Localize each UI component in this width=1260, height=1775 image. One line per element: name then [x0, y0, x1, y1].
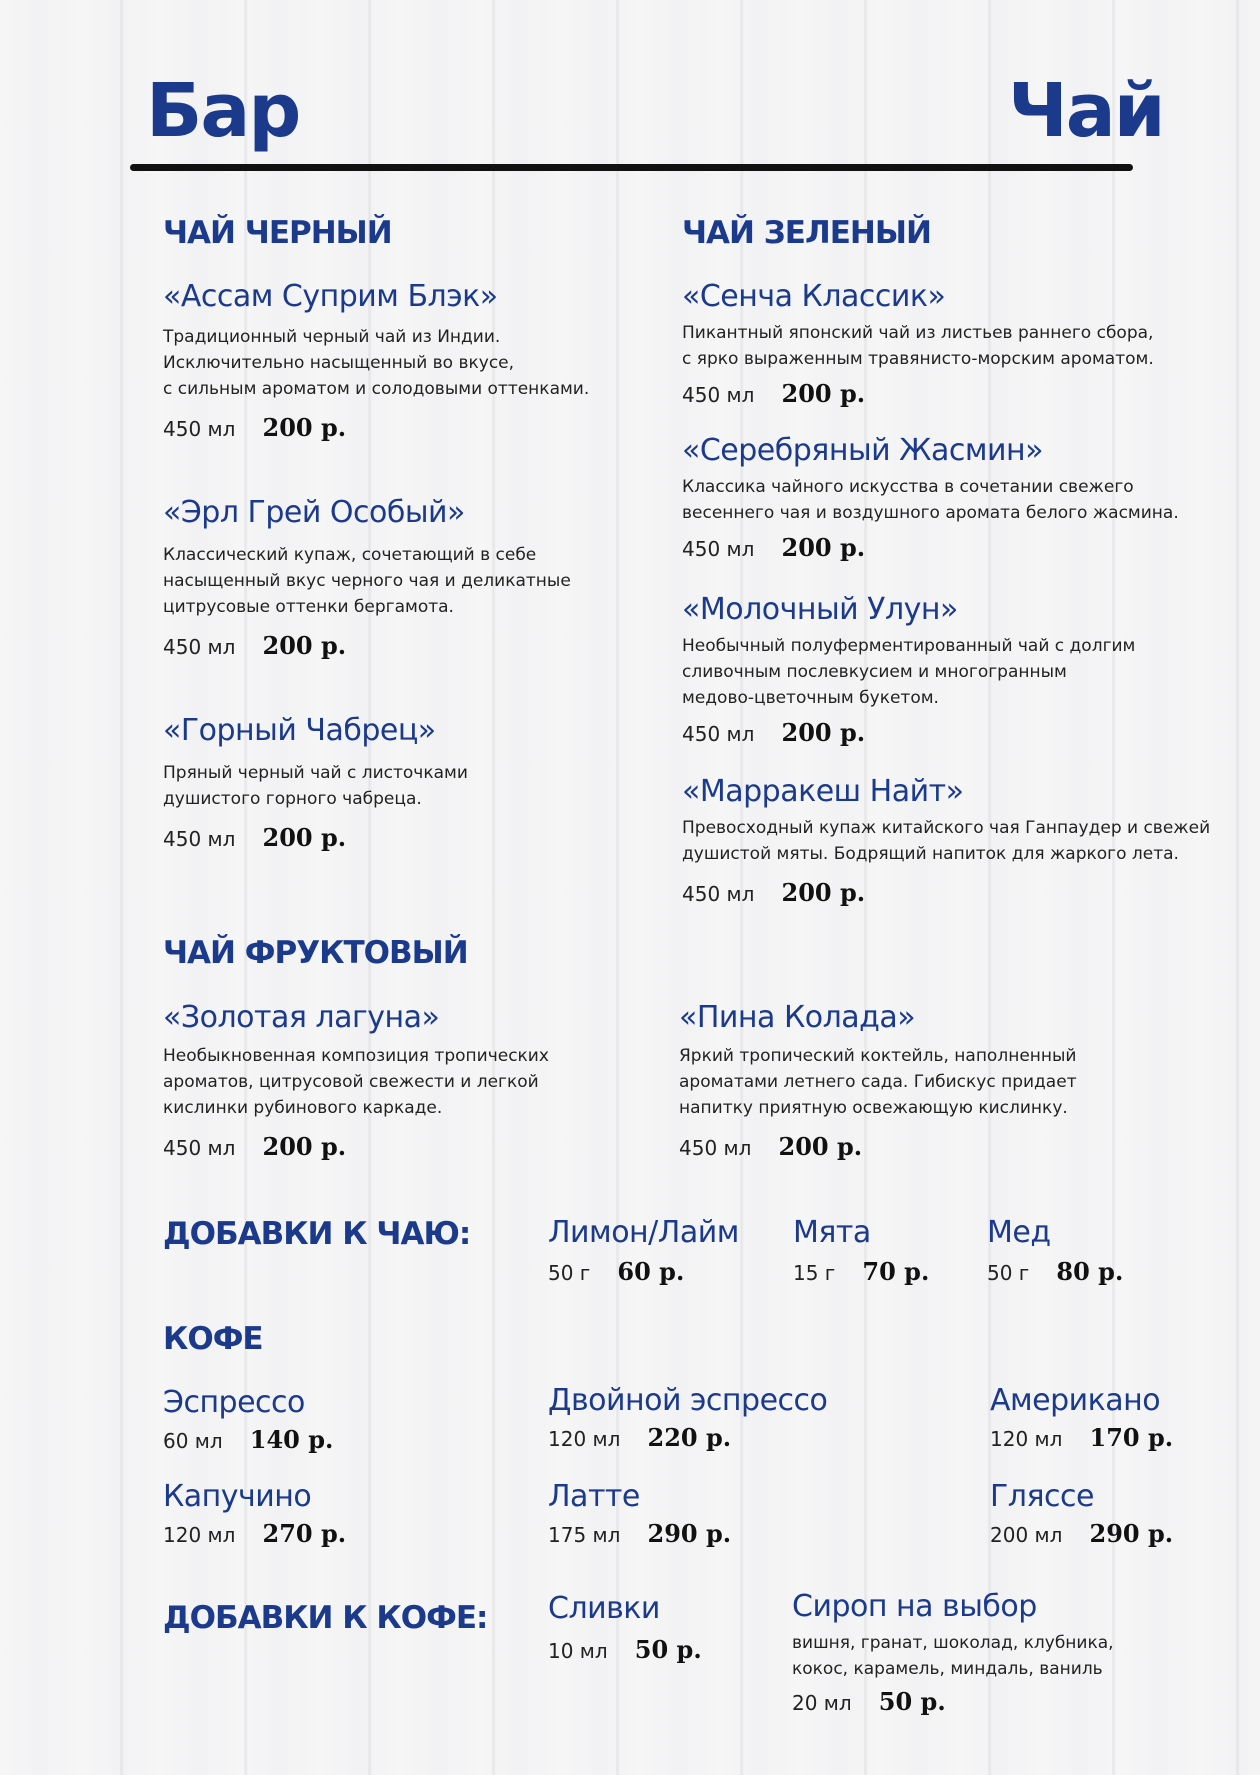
item-price: 200 р.	[781, 878, 866, 907]
item-volume: 50 г	[987, 1261, 1030, 1285]
item-volume: 120 мл	[990, 1427, 1063, 1451]
item-name: «Золотая лагуна»	[163, 1000, 440, 1035]
item-price: 220 р.	[647, 1423, 732, 1452]
item-volume: 200 мл	[990, 1523, 1063, 1547]
item-name: Американо	[990, 1383, 1161, 1418]
addon-mint	[793, 1215, 930, 1286]
item-volume: 450 мл	[682, 537, 755, 561]
item-price: 200 р.	[781, 533, 866, 562]
item-name: «Сенча Классик»	[682, 279, 946, 314]
page-title-bar: Бар	[146, 68, 300, 154]
section-title-tea-addons: ДОБАВКИ К ЧАЮ:	[163, 1216, 471, 1252]
item-name: Капучино	[163, 1479, 312, 1514]
item-name: «Марракеш Найт»	[682, 774, 964, 809]
item-volume: 450 мл	[682, 882, 755, 906]
item-volume: 450 мл	[682, 383, 755, 407]
item-name: Двойной эспрессо	[548, 1383, 828, 1418]
item-name: Лимон/Лайм	[548, 1215, 739, 1250]
section-title-coffee-addons: ДОБАВКИ К КОФЕ:	[163, 1600, 488, 1636]
coffee-espresso	[163, 1385, 334, 1454]
menu-item-marrakesh-night	[682, 774, 1211, 907]
item-volume: 450 мл	[163, 827, 236, 851]
item-description: Яркий тропический коктейль, наполненный ароматами летнего сада. Гибискус придает напитку приятную освежающую кислинку.	[679, 1046, 1077, 1118]
header-divider	[130, 164, 1133, 171]
item-price: 200 р.	[262, 823, 347, 852]
item-description: Необыкновенная композиция тропических ароматов, цитрусовой свежести и легкой кислинки рубинового каркаде.	[163, 1046, 549, 1118]
item-price: 80 р.	[1056, 1257, 1124, 1286]
item-volume: 120 мл	[548, 1427, 621, 1451]
item-name: «Пина Колада»	[679, 1000, 916, 1035]
item-name: Латте	[548, 1479, 640, 1514]
item-name: «Горный Чабрец»	[163, 713, 436, 748]
item-name: Мед	[987, 1215, 1051, 1250]
item-volume: 20 мл	[792, 1691, 852, 1715]
item-price: 200 р.	[262, 413, 347, 442]
item-price: 50 р.	[634, 1635, 702, 1664]
item-volume: 450 мл	[163, 417, 236, 441]
item-price: 200 р.	[778, 1132, 863, 1161]
menu-item-silver-jasmine	[682, 433, 1179, 562]
item-price: 290 р.	[1089, 1519, 1174, 1548]
addon-honey	[987, 1215, 1124, 1286]
item-volume: 450 мл	[679, 1136, 752, 1160]
menu-item-sencha	[682, 279, 1154, 408]
item-price: 200 р.	[781, 379, 866, 408]
item-name: Сироп на выбор	[792, 1589, 1037, 1624]
item-description: Необычный полуферментированный чай с долгим сливочным послевкусием и многогранным медово-цветочным букетом.	[682, 636, 1136, 708]
item-description: вишня, гранат, шоколад, клубника, кокос, карамель, миндаль, ваниль	[792, 1633, 1114, 1679]
item-name: Гляссе	[990, 1479, 1094, 1514]
coffee-americano	[990, 1383, 1174, 1452]
coffee-glace	[990, 1479, 1174, 1548]
item-description: Классический купаж, сочетающий в себе насыщенный вкус черного чая и деликатные цитрусовые оттенки бергамота.	[163, 545, 571, 617]
item-price: 270 р.	[262, 1519, 347, 1548]
menu-item-earl-grey	[163, 495, 571, 660]
item-description: Традиционный черный чай из Индии. Исключительно насыщенный во вкусе, с сильным ароматом и солодовыми оттенками.	[163, 327, 590, 399]
menu-item-pina-colada	[679, 1000, 1077, 1161]
item-volume: 60 мл	[163, 1429, 223, 1453]
addon-lemon-lime	[548, 1215, 739, 1286]
section-title-black-tea: ЧАЙ ЧЕРНЫЙ	[163, 215, 392, 251]
coffee-latte	[548, 1479, 732, 1548]
item-description: Пряный черный чай с листочками душистого горного чабреца.	[163, 763, 468, 809]
item-name: Мята	[793, 1215, 871, 1250]
item-name: «Ассам Суприм Блэк»	[163, 279, 498, 314]
menu-item-thyme	[163, 713, 468, 852]
item-name: Эспрессо	[163, 1385, 305, 1420]
item-volume: 50 г	[548, 1261, 591, 1285]
item-name: «Эрл Грей Особый»	[163, 495, 465, 530]
item-volume: 450 мл	[163, 1136, 236, 1160]
item-description: Пикантный японский чай из листьев раннего сбора, с ярко выраженным травянисто-морским ароматом.	[682, 323, 1154, 369]
item-price: 170 р.	[1089, 1423, 1174, 1452]
section-title-green-tea: ЧАЙ ЗЕЛЕНЫЙ	[682, 215, 931, 251]
coffee-cappuccino	[163, 1479, 347, 1548]
menu-item-milk-oolong	[682, 592, 1136, 747]
item-price: 60 р.	[617, 1257, 685, 1286]
menu-item-golden-lagoon	[163, 1000, 549, 1161]
item-price: 140 р.	[249, 1425, 334, 1454]
item-volume: 175 мл	[548, 1523, 621, 1547]
item-name: Сливки	[548, 1591, 660, 1626]
addon-syrup	[792, 1589, 1114, 1716]
coffee-double-espresso	[548, 1383, 828, 1452]
section-title-fruit-tea: ЧАЙ ФРУКТОВЫЙ	[163, 935, 468, 971]
item-volume: 450 мл	[682, 722, 755, 746]
item-volume: 450 мл	[163, 635, 236, 659]
item-price: 70 р.	[862, 1257, 930, 1286]
item-volume: 15 г	[793, 1261, 836, 1285]
item-price: 50 р.	[878, 1687, 946, 1716]
addon-cream	[548, 1591, 702, 1664]
item-name: «Серебряный Жасмин»	[682, 433, 1043, 468]
item-volume: 120 мл	[163, 1523, 236, 1547]
item-price: 290 р.	[647, 1519, 732, 1548]
item-volume: 10 мл	[548, 1639, 608, 1663]
item-name: «Молочный Улун»	[682, 592, 958, 627]
item-description: Превосходный купаж китайского чая Ганпаудер и свежей душистой мяты. Бодрящий напиток для жаркого лета.	[682, 818, 1211, 864]
page-title-tea: Чай	[1008, 68, 1164, 154]
menu-item-assam	[163, 279, 590, 442]
section-title-coffee: КОФЕ	[163, 1321, 263, 1357]
item-price: 200 р.	[781, 718, 866, 747]
item-price: 200 р.	[262, 631, 347, 660]
item-description: Классика чайного искусства в сочетании свежего весеннего чая и воздушного аромата белого жасмина.	[682, 477, 1179, 523]
item-price: 200 р.	[262, 1132, 347, 1161]
